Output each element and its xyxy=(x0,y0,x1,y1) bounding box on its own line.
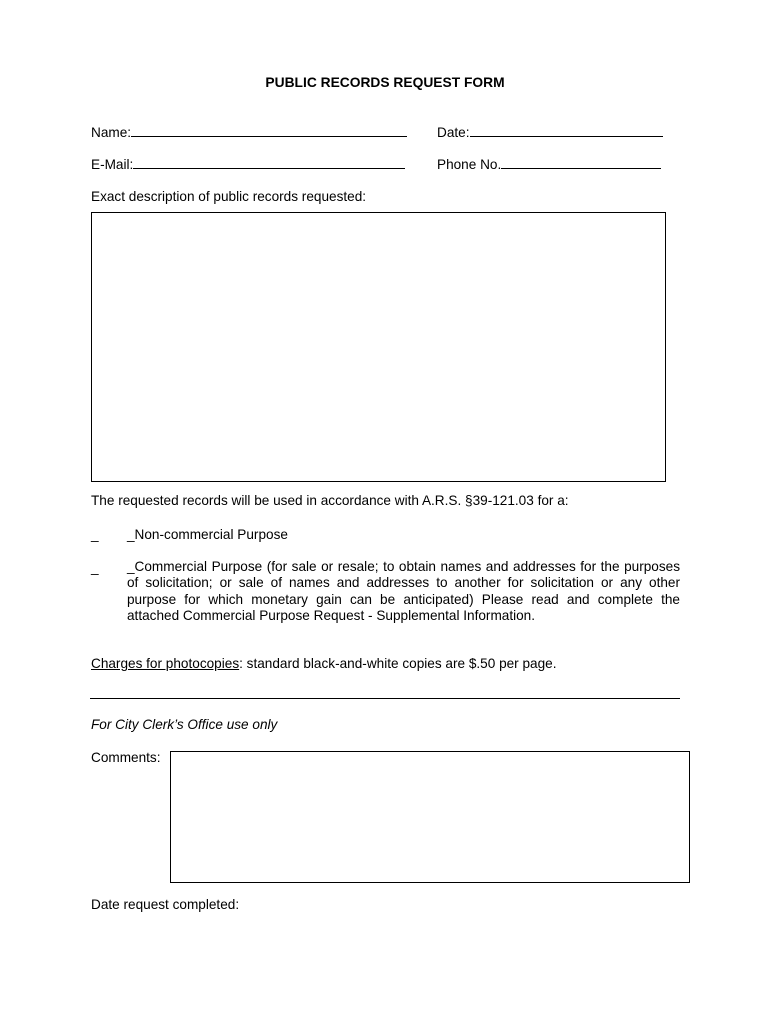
email-label: E-Mail: xyxy=(91,157,134,172)
phone-line[interactable] xyxy=(501,155,661,169)
name-line[interactable] xyxy=(131,123,407,137)
section-divider xyxy=(90,698,680,699)
commercial-text: _Commercial Purpose (for sale or resale; to obtain names and addresses for the purposes of solicitation; or sale of names and addresses to another for solicitation or any other purpose for which monetary gain can be anticipated) Please read and complete the attached Commercial Purpose Request - Supplemental Information. xyxy=(127,559,680,624)
form-title: PUBLIC RECORDS REQUEST FORM xyxy=(265,75,505,90)
commercial-label xyxy=(127,559,680,625)
date-completed-label: Date request completed: xyxy=(91,897,240,912)
description-label: Exact description of public records requested: xyxy=(91,189,367,204)
comments-label: Comments: xyxy=(91,750,161,765)
date-field-row xyxy=(437,123,663,142)
commercial-checkbox[interactable]: _ xyxy=(91,560,99,575)
office-use-heading: For City Clerk’s Office use only xyxy=(91,717,278,732)
email-line[interactable] xyxy=(133,155,405,169)
non-commercial-label: _Non-commercial Purpose xyxy=(127,527,288,542)
phone-field-row xyxy=(437,155,661,174)
date-line[interactable] xyxy=(470,123,663,137)
date-label: Date: xyxy=(437,125,470,140)
email-field-row xyxy=(91,155,405,174)
usage-statement: The requested records will be used in accordance with A.R.S. §39-121.03 for a: xyxy=(91,493,569,508)
comments-box[interactable] xyxy=(170,751,690,883)
description-box[interactable] xyxy=(91,212,666,482)
name-field-row xyxy=(91,123,407,142)
charges-text: : standard black-and-white copies are $.50 per page. xyxy=(239,656,557,671)
name-label: Name: xyxy=(91,125,132,140)
phone-label: Phone No. xyxy=(437,157,502,172)
non-commercial-checkbox[interactable]: _ xyxy=(91,527,99,542)
charges-line xyxy=(91,655,557,673)
charges-label: Charges for photocopies xyxy=(91,656,240,671)
